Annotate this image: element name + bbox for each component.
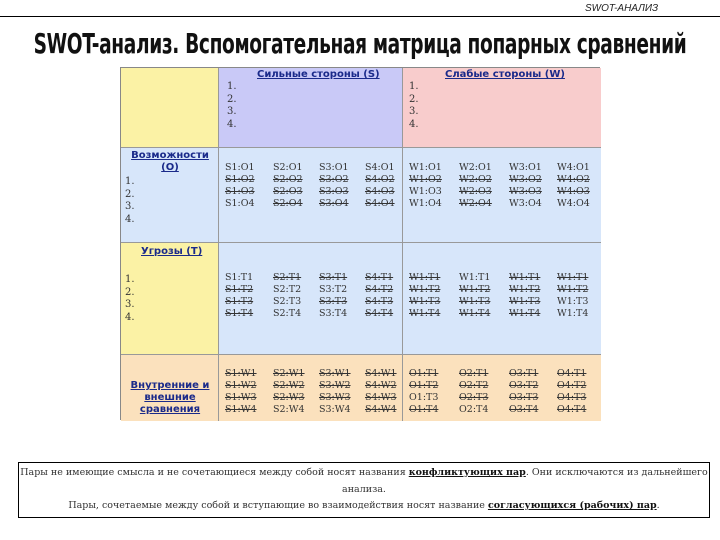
- ot-pairs: [409, 368, 599, 416]
- weaknesses-header: Слабые стороны (W): [445, 69, 565, 80]
- pair-cell: S3:O1: [319, 162, 349, 173]
- list-item: 4.: [125, 311, 135, 323]
- pair-cell: O2:T1: [459, 368, 489, 379]
- list-item: 3.: [125, 299, 135, 310]
- pair-cell: S2:T1: [273, 272, 302, 283]
- page-title: SWOT-анализ. Вспомогательная матрица попарных сравнений: [33, 27, 687, 61]
- pair-cell: S1:W4: [225, 404, 257, 415]
- pair-cell: S4:W3: [365, 392, 397, 403]
- pair-cell: S1:O2: [225, 174, 255, 185]
- list-item: 2.: [125, 188, 135, 200]
- pair-cell: W4:O4: [557, 198, 590, 209]
- pair-cell: S4:O2: [365, 174, 395, 185]
- pair-cell: W1:O1: [409, 162, 442, 173]
- pair-cell: S3:T4: [319, 308, 348, 319]
- pair-cell: W1:T4: [509, 308, 541, 319]
- opportunities-title-line: (O): [161, 162, 179, 173]
- note-text: Пары не имеющие смысла и не сочетающиеся между собой носят названия: [20, 467, 409, 478]
- sw-pairs: [225, 368, 405, 416]
- pair-cell: S2:W4: [273, 404, 305, 415]
- pair-cell: S4:T1: [365, 272, 394, 283]
- pair-cell: W1:T1: [557, 272, 589, 283]
- note-line: [19, 465, 709, 482]
- pair-cell: O1:T2: [409, 380, 439, 391]
- pair-cell: S4:T3: [365, 296, 394, 307]
- pair-cell: W3:O3: [509, 186, 542, 197]
- pair-cell: O4:T1: [557, 368, 587, 379]
- opportunities-header: [121, 150, 219, 174]
- pair-cell: S1:T1: [225, 272, 254, 283]
- pair-cell: S2:T3: [273, 296, 302, 307]
- pair-cell: S2:T2: [273, 284, 302, 295]
- pair-cell: W1:T4: [557, 308, 589, 319]
- pair-cell: W1:T2: [557, 284, 589, 295]
- pair-cell: S3:W4: [319, 404, 351, 415]
- opportunities-cell: [121, 148, 219, 243]
- pair-cell: W1:T2: [509, 284, 541, 295]
- pair-cell: S3:T1: [319, 272, 348, 283]
- st-pairs: [225, 272, 405, 320]
- pair-cell: W4:O1: [557, 162, 590, 173]
- pair-cell: S3:O2: [319, 174, 349, 185]
- pair-cell: S4:T4: [365, 308, 394, 319]
- pair-cell: W1:T4: [459, 308, 491, 319]
- pair-cell: S3:W3: [319, 392, 351, 403]
- internal-external-cell: [121, 355, 219, 421]
- pair-cell: W1:T4: [409, 308, 441, 319]
- pair-cell: S4:W4: [365, 404, 397, 415]
- strengths-header: Сильные стороны (S): [257, 69, 380, 80]
- pair-cell: S1:O1: [225, 162, 255, 173]
- wt-pairs: [409, 272, 599, 320]
- pair-cell: W2:O4: [459, 198, 492, 209]
- pair-cell: S4:W1: [365, 368, 397, 379]
- internal-external-title-line: внешние: [144, 392, 196, 403]
- pair-cell: W1:T1: [459, 272, 491, 283]
- internal-external-header: [121, 380, 219, 416]
- pair-cell: O3:T1: [509, 368, 539, 379]
- conflicting-pairs-term: конфликтующих пар: [408, 467, 526, 478]
- pair-cell: S3:O4: [319, 198, 349, 209]
- pair-cell: W4:O2: [557, 174, 590, 185]
- pair-cell: S4:O4: [365, 198, 395, 209]
- list-item: 3.: [125, 201, 135, 212]
- pair-cell: O2:T4: [459, 404, 489, 415]
- note-text: .: [656, 500, 660, 511]
- internal-external-title-line: Внутренние и: [130, 380, 210, 391]
- so-cell: [219, 148, 403, 243]
- list-item: 3.: [409, 106, 419, 117]
- header-divider: [0, 16, 720, 17]
- list-item: 3.: [227, 106, 237, 117]
- pair-cell: S1:T3: [225, 296, 254, 307]
- list-item: 4.: [227, 118, 237, 130]
- sw-cell: [219, 355, 403, 421]
- pair-cell: S1:W1: [225, 368, 257, 379]
- pair-cell: S1:T2: [225, 284, 254, 295]
- working-pairs-term: согласующихся (рабочих) пар: [487, 500, 657, 511]
- pair-cell: O3:T2: [509, 380, 539, 391]
- pair-cell: O4:T4: [557, 404, 587, 415]
- ot-cell: [403, 355, 601, 421]
- pair-cell: S1:W2: [225, 380, 257, 391]
- pair-cell: S2:W3: [273, 392, 305, 403]
- so-pairs: [225, 162, 405, 210]
- list-item: 1.: [227, 81, 237, 92]
- pair-cell: O3:T3: [509, 392, 539, 403]
- list-item: 1.: [125, 274, 135, 285]
- pair-cell: O1:T1: [409, 368, 439, 379]
- note-line: [19, 498, 709, 515]
- pair-cell: S2:W2: [273, 380, 305, 391]
- threats-header: Угрозы (T): [141, 246, 203, 257]
- opportunities-title-line: Возможности: [131, 150, 209, 161]
- pair-cell: W4:O3: [557, 186, 590, 197]
- pair-cell: W2:O2: [459, 174, 492, 185]
- strengths-list: [227, 81, 237, 131]
- pair-cell: S1:W3: [225, 392, 257, 403]
- pair-cell: O4:T3: [557, 392, 587, 403]
- corner-cell: [121, 68, 219, 148]
- note-text: . Они исключаются из дальнейшего: [525, 467, 708, 478]
- list-item: 2.: [227, 93, 237, 105]
- pair-cell: S3:W2: [319, 380, 351, 391]
- pair-cell: W2:O3: [459, 186, 492, 197]
- swot-matrix: [120, 67, 600, 420]
- pair-cell: W1:T1: [409, 272, 441, 283]
- pair-cell: W2:O1: [459, 162, 492, 173]
- pair-cell: S2:T4: [273, 308, 302, 319]
- st-cell: [219, 243, 403, 355]
- weaknesses-cell: [403, 68, 601, 148]
- list-item: 1.: [125, 176, 135, 187]
- list-item: 4.: [409, 118, 419, 130]
- pair-cell: O1:T3: [409, 392, 439, 403]
- pair-cell: S2:O4: [273, 198, 303, 209]
- pair-cell: W1:T3: [557, 296, 589, 307]
- pair-cell: S2:O1: [273, 162, 303, 173]
- explanation-note: [18, 462, 710, 518]
- note-text: Пары, сочетаемые между собой и вступающие во взаимодействия носят название: [68, 500, 488, 511]
- pair-cell: S3:T3: [319, 296, 348, 307]
- pair-cell: O2:T3: [459, 392, 489, 403]
- pair-cell: S4:O3: [365, 186, 395, 197]
- wt-cell: [403, 243, 601, 355]
- pair-cell: O3:T4: [509, 404, 539, 415]
- list-item: 2.: [125, 286, 135, 298]
- pair-cell: W1:O4: [409, 198, 442, 209]
- pair-cell: W3:O1: [509, 162, 542, 173]
- pair-cell: S4:W2: [365, 380, 397, 391]
- pair-cell: S2:W1: [273, 368, 305, 379]
- pair-cell: O1:T4: [409, 404, 439, 415]
- pair-cell: S4:O1: [365, 162, 395, 173]
- wo-cell: [403, 148, 601, 243]
- pair-cell: W1:O2: [409, 174, 442, 185]
- threats-cell: [121, 243, 219, 355]
- list-item: 4.: [125, 213, 135, 225]
- pair-cell: W1:T2: [409, 284, 441, 295]
- opportunities-list: [125, 176, 135, 226]
- internal-external-title-line: сравнения: [139, 404, 201, 415]
- pair-cell: S2:O3: [273, 186, 303, 197]
- strengths-cell: [219, 68, 403, 148]
- pair-cell: W1:O3: [409, 186, 442, 197]
- wo-pairs: [409, 162, 599, 210]
- pair-cell: S1:O4: [225, 198, 255, 209]
- pair-cell: S2:O2: [273, 174, 303, 185]
- pair-cell: S3:O3: [319, 186, 349, 197]
- pair-cell: W1:T3: [409, 296, 441, 307]
- pair-cell: S3:T2: [319, 284, 348, 295]
- pair-cell: W1:T2: [459, 284, 491, 295]
- pair-cell: S1:T4: [225, 308, 254, 319]
- note-line: анализа.: [342, 483, 386, 495]
- weaknesses-list: [409, 81, 419, 131]
- threats-list: [125, 274, 135, 324]
- list-item: 2.: [409, 93, 419, 105]
- pair-cell: O4:T2: [557, 380, 587, 391]
- list-item: 1.: [409, 81, 419, 92]
- pair-cell: W3:O2: [509, 174, 542, 185]
- pair-cell: S1:O3: [225, 186, 255, 197]
- pair-cell: W3:O4: [509, 198, 542, 209]
- pair-cell: W1:T1: [509, 272, 541, 283]
- pair-cell: S4:T2: [365, 284, 394, 295]
- pair-cell: W1:T3: [459, 296, 491, 307]
- header-label: SWOT-АНАЛИЗ: [585, 3, 659, 14]
- pair-cell: O2:T2: [459, 380, 489, 391]
- pair-cell: S3:W1: [319, 368, 351, 379]
- pair-cell: W1:T3: [509, 296, 541, 307]
